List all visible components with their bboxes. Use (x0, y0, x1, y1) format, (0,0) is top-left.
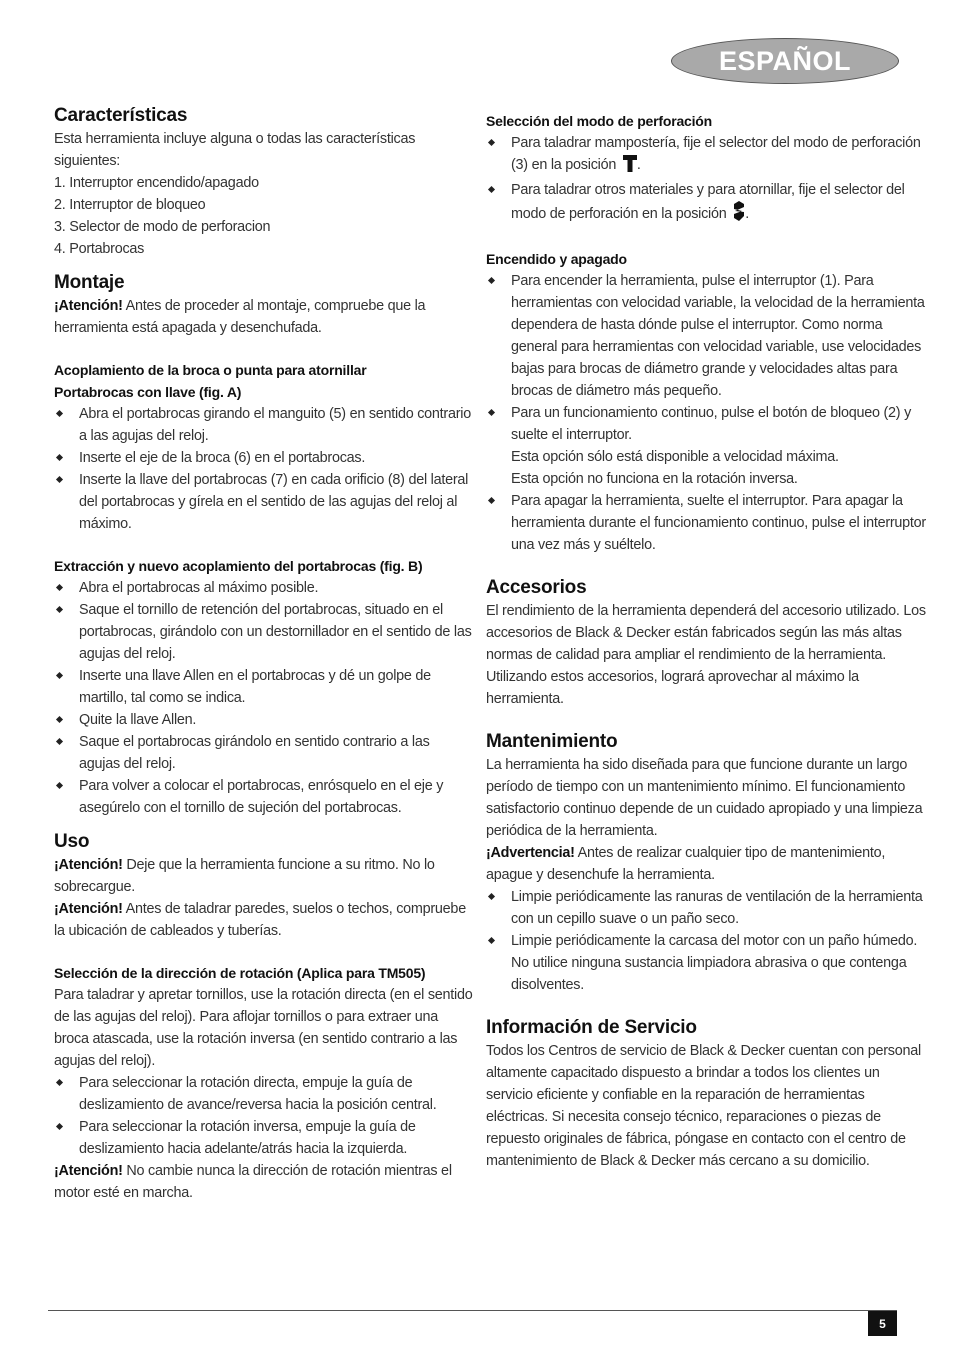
list-item: Para seleccionar la rotación inversa, empuje la guía de deslizamiento hacia adelante/atrás hacia la izquierda. (54, 1116, 474, 1160)
bit-fitting-heading: Acoplamiento de la broca o punta para atornillar (54, 362, 367, 378)
assembly-warning: ¡Atención! Antes de proceder al montaje, compruebe que la herramienta está apagada y desenchufada. (54, 298, 426, 336)
list-item: Limpie periódicamente la carcasa del motor con un paño húmedo. No utilice ninguna sustancia limpiadora abrasiva o que contenga disolventes. (486, 930, 926, 996)
list-item: Para taladrar otros materiales y para atornillar, fije el selector del modo de perforación en la posición . (486, 179, 926, 228)
use-warning-2: ¡Atención! Antes de taladrar paredes, suelos o techos, compruebe la ubicación de cableados y tuberías. (54, 901, 466, 939)
maintenance-text: La herramienta ha sido diseñada para que funcione durante un largo período de tiempo con un mantenimiento mínimo. El funcionamiento satisfactorio continuo depende de un cuidado apropiado y una limpieza periódica de la herramienta. (486, 757, 923, 839)
list-item: Para seleccionar la rotación directa, empuje la guía de deslizamiento de avance/reversa hacia la posición central. (54, 1072, 474, 1116)
feature-item: 2. Interruptor de bloqueo (54, 197, 206, 213)
list-item: Inserte la llave del portabrocas (7) en cada orificio (8) del lateral del portabrocas y gírela en el sentido de las agujas del reloj al máximo. (54, 469, 474, 535)
use-warning-1: ¡Atención! Deje que la herramienta funcione a su ritmo. No lo sobrecargue. (54, 857, 435, 895)
switch-heading: Encendido y apagado (486, 251, 627, 267)
page-number: 5 (868, 1311, 897, 1336)
language-label: ESPAÑOL (718, 45, 851, 76)
list-item: Quite la llave Allen. (54, 709, 474, 731)
list-item: Para volver a colocar el portabrocas, enrósquelo en el eje y asegúrelo con el tornillo de sujeción del portabrocas. (54, 775, 474, 819)
drill-bit-icon (733, 201, 745, 228)
chuck-removal-heading: Extracción y nuevo acoplamiento del portabrocas (fig. B) (54, 558, 423, 574)
chuck-removal-list (54, 577, 474, 819)
maintenance-list (486, 886, 926, 996)
footer-divider (48, 1310, 897, 1311)
list-item: Para taladrar mampostería, fije el selector del modo de perforación (3) en la posición . (486, 132, 926, 179)
maintenance-warning: ¡Advertencia! Antes de realizar cualquier tipo de mantenimiento, apague y desenchufe la herramienta. (486, 845, 886, 883)
service-heading: Información de Servicio (486, 1017, 697, 1038)
drill-mode-heading: Selección del modo de perforación (486, 113, 713, 129)
assembly-heading: Montaje (54, 272, 125, 293)
rotation-text: Para taladrar y apretar tornillos, use la rotación directa (en el sentido de las agujas del reloj). Para aflojar tornillos o para extraer una broca atascada, use la rotación inversa (en sentido contrario a las agujas del reloj). (54, 987, 473, 1069)
maintenance-heading: Mantenimiento (486, 731, 618, 752)
use-heading: Uso (54, 831, 90, 852)
rotation-list (54, 1072, 474, 1160)
accessories-text: El rendimiento de la herramienta dependerá del accesorio utilizado. Los accesorios de Black & Decker están fabricados según las más altas normas de calidad para ampliar el rendimiento de la herramienta. Utilizando estos accesorios, logrará aprovechar al máximo la herramienta. (486, 603, 926, 707)
hammer-drill-icon (623, 155, 637, 179)
language-badge (671, 38, 899, 84)
warning-label: ¡Atención! (54, 901, 123, 917)
keyed-chuck-heading: Portabrocas con llave (fig. A) (54, 384, 242, 400)
list-item: Saque el portabrocas girándolo en sentido contrario a las agujas del reloj. (54, 731, 474, 775)
feature-item: 1. Interruptor encendido/apagado (54, 175, 259, 191)
right-column (486, 110, 926, 1172)
features-intro: Esta herramienta incluye alguna o todas las características siguientes: (54, 131, 416, 169)
use-warning-3: ¡Atención! No cambie nunca la dirección de rotación mientras el motor esté en marcha. (54, 1163, 452, 1201)
warning-label: ¡Atención! (54, 857, 123, 873)
accessories-heading: Accesorios (486, 577, 587, 598)
list-item: Para un funcionamiento continuo, pulse el botón de bloqueo (2) y suelte el interruptor. Esta opción sólo está disponible a velocidad máxima. Esta opción no funciona en la rotación inversa. (486, 402, 926, 490)
list-item: Para apagar la herramienta, suelte el interruptor. Para apagar la herramienta durante el funcionamiento continuo, pulse el interruptor una vez más y suéltelo. (486, 490, 926, 556)
warning-label: ¡Atención! (54, 298, 123, 314)
list-item: Abra el portabrocas girando el manguito (5) en sentido contrario a las agujas del reloj. (54, 403, 474, 447)
list-item: Saque el tornillo de retención del portabrocas, situado en el portabrocas, girándolo con un destornillador en el sentido de las agujas del reloj. (54, 599, 474, 665)
warning-label: ¡Atención! (54, 1163, 123, 1179)
left-column (54, 104, 474, 1204)
feature-item: 4. Portabrocas (54, 241, 145, 257)
list-item: Inserte una llave Allen en el portabrocas y dé un golpe de martillo, tal como se indica. (54, 665, 474, 709)
service-text: Todos los Centros de servicio de Black & Decker cuentan con personal altamente capacitado dispuesto a brindar a todos los clientes un servicio eficiente y confiable en la reparación de herramientas eléctricas. Si necesita consejo técnico, reparaciones o piezas de repuesto originales de fábrica, póngase en contacto con el centro de mantenimiento de Black & Decker más cercano a su domicilio. (486, 1043, 921, 1169)
features-heading: Características (54, 105, 188, 126)
list-item: Limpie periódicamente las ranuras de ventilación de la herramienta con un cepillo suave o un paño seco. (486, 886, 926, 930)
feature-item: 3. Selector de modo de perforacion (54, 219, 271, 235)
list-item: Para encender la herramienta, pulse el interruptor (1). Para herramientas con velocidad variable, la velocidad de la herramienta dependera de hasta dónde pulse el interruptor. Como norma general para herramientas con velocidad variable, use velocidades bajas para brocas de diámetro grande y velocidades altas para brocas de diámetro más pequeño. (486, 270, 926, 402)
warning-label: ¡Advertencia! (486, 845, 575, 861)
bit-fitting-list (54, 403, 474, 535)
list-item: Inserte el eje de la broca (6) en el portabrocas. (54, 447, 474, 469)
list-item: Abra el portabrocas al máximo posible. (54, 577, 474, 599)
rotation-heading: Selección de la dirección de rotación (Aplica para TM505) (54, 965, 426, 981)
drill-mode-list (486, 132, 926, 228)
switch-list (486, 270, 926, 556)
